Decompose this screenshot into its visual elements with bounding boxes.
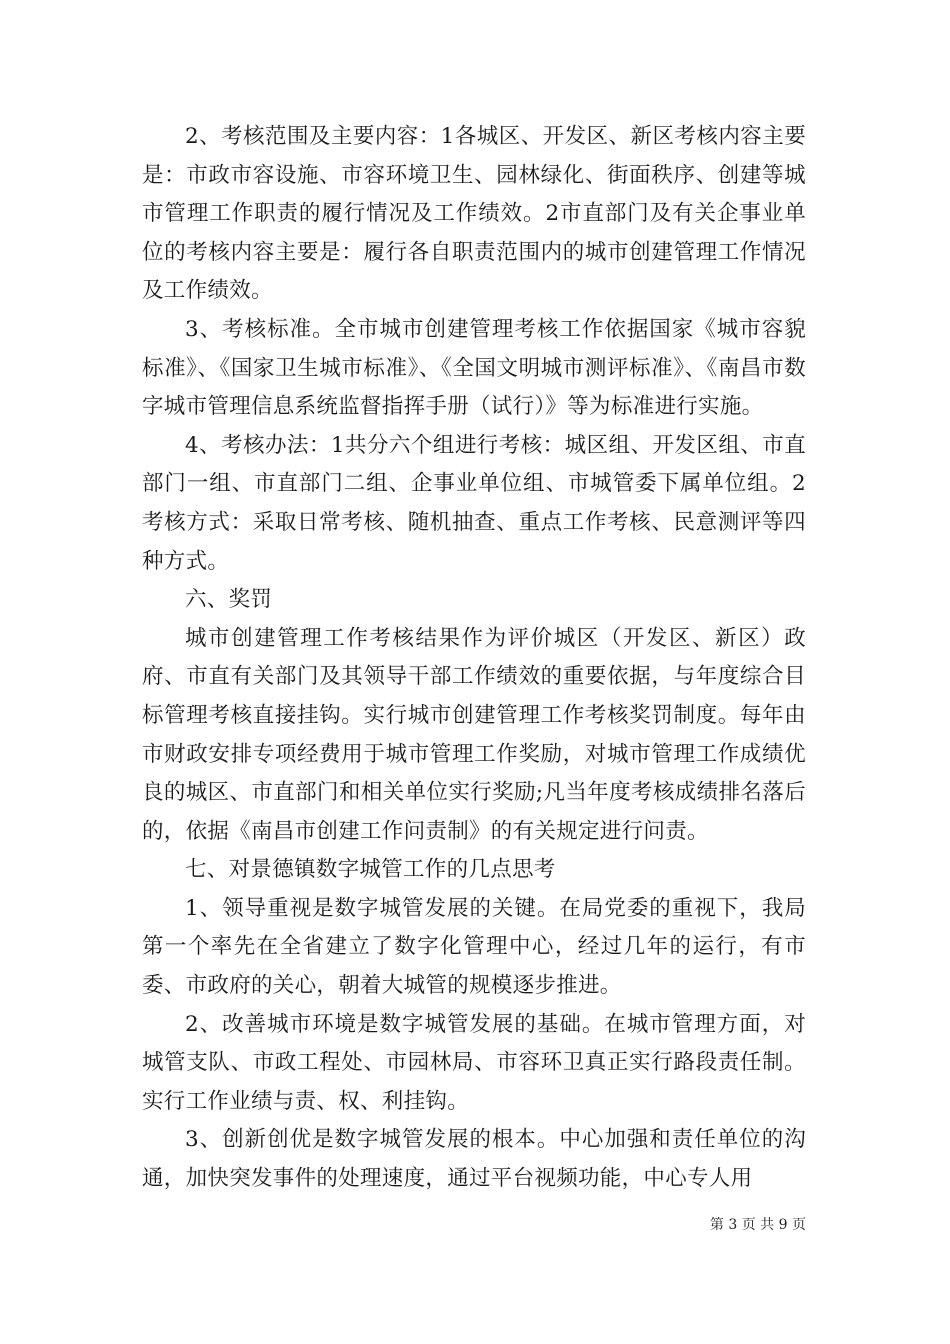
section-heading-rewards-penalties: 六、奖罚 <box>185 587 273 613</box>
paragraph-assessment-scope: 2、考核范围及主要内容：1各城区、开发区、新区考核内容主要是：市政市容设施、市容环境卫生、园林绿化、街面秩序、创建等城市管理工作职责的履行情况及工作绩效。2市直部门及有关企事业单位的考核内容主要是：履行各自职责范围内的城市创建管理工作情况及工作绩效。 <box>142 124 806 304</box>
paragraph-assessment-method: 4、考核办法：1共分六个组进行考核：城区组、开发区组、市直部门一组、市直部门二组、企事业单位组、市城管委下属单位组。2考核方式：采取日常考核、随机抽查、重点工作考核、民意测评等四种方式。 <box>142 432 806 574</box>
paragraph-environment: 2、改善城市环境是数字城管发展的基础。在城市管理方面，对城管支队、市政工程处、市园林局、市容环卫真正实行路段责任制。实行工作业绩与责、权、利挂钩。 <box>142 1011 806 1114</box>
paragraph-leadership: 1、领导重视是数字城管发展的关键。在局党委的重视下，我局第一个率先在全省建立了数字化管理中心，经过几年的运行，有市委、市政府的关心，朝着大城管的规模逐步推进。 <box>142 895 806 999</box>
paragraph-assessment-standard: 3、考核标准。全市城市创建管理考核工作依据国家《城市容貌标准》、《国家卫生城市标准》、《全国文明城市测评标准》、《南昌市数字城市管理信息系统监督指挥手册（试行）》等为标准进行实施。 <box>142 316 806 420</box>
page-number: 第 3 页 共 9 页 <box>709 1217 806 1233</box>
document-body <box>142 118 806 1199</box>
section-heading-reflections: 七、对景德镇数字城管工作的几点思考 <box>185 857 556 883</box>
paragraph-innovation: 3、创新创优是数字城管发展的根本。中心加强和责任单位的沟通，加快突发事件的处理速度，通过平台视频功能，中心专人用 <box>142 1127 806 1192</box>
paragraph-rewards-penalties: 城市创建管理工作考核结果作为评价城区（开发区、新区）政府、市直有关部门及其领导干部工作绩效的重要依据，与年度综合目标管理考核直接挂钩。实行城市创建管理工作考核奖罚制度。每年由市财政安排专项经费用于城市管理工作奖励，对城市管理工作成绩优良的城区、市直部门和相关单位实行奖励;凡当年度考核成绩排名落后的，依据《南昌市创建工作问责制》的有关规定进行问责。 <box>142 625 806 844</box>
